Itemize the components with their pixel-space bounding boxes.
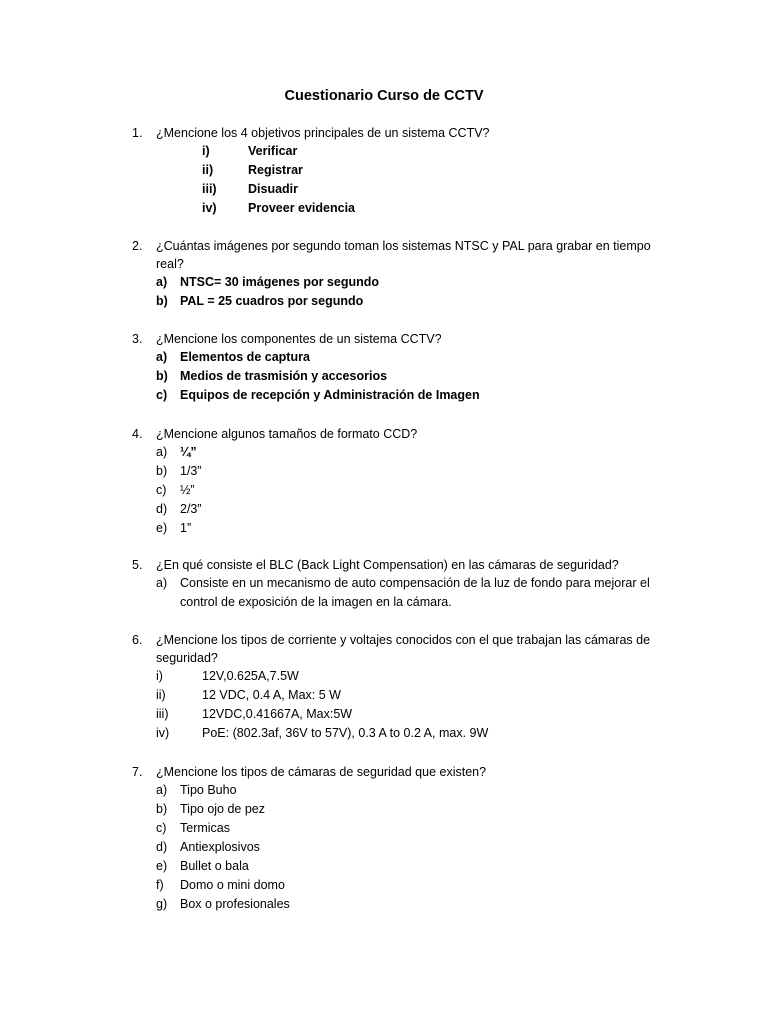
answer-marker: b): [156, 369, 168, 383]
answer-marker: g): [156, 897, 168, 911]
answer-marker: b): [156, 802, 168, 816]
answer-marker: i): [202, 144, 210, 158]
answer-item: [132, 500, 662, 519]
answer-text: 12 VDC, 0.4 A, Max: 5 W: [202, 688, 341, 702]
answer-marker: c): [156, 483, 167, 497]
question-5: [132, 556, 662, 612]
answer-item: [132, 367, 662, 386]
answer-text: Antiexplosivos: [180, 840, 260, 854]
question-text: ¿En qué consiste el BLC (Back Light Compensation) en las cámaras de seguridad?: [156, 558, 619, 572]
answer-text: 2/3”: [180, 502, 202, 516]
answer-item: [132, 686, 662, 705]
question-text: ¿Mencione algunos tamaños de formato CCD?: [156, 427, 418, 441]
answer-item: [132, 667, 662, 686]
answer-item: [132, 857, 662, 876]
answer-item: [132, 348, 662, 367]
question-text: ¿Cuántas imágenes por segundo toman los sistemas NTSC y PAL para grabar en tiempo real?: [156, 239, 651, 271]
answer-marker: ii): [156, 688, 166, 702]
answer-item: [132, 838, 662, 857]
answer-marker: ii): [202, 163, 214, 177]
answer-marker: d): [156, 840, 168, 854]
answer-marker: d): [156, 502, 168, 516]
answer-item: [132, 819, 662, 838]
answer-item: [132, 292, 662, 311]
answer-marker: iv): [202, 201, 217, 215]
answer-marker: e): [156, 521, 168, 535]
answer-text: Domo o mini domo: [180, 878, 285, 892]
answer-text: Registrar: [248, 163, 303, 177]
answer-text: 1”: [180, 521, 192, 535]
answer-text: 1/3”: [180, 464, 202, 478]
answer-item: [132, 481, 662, 500]
answer-marker: i): [156, 669, 163, 683]
answer-marker: c): [156, 388, 168, 402]
answer-text: Tipo Buho: [180, 783, 237, 797]
answer-marker: iv): [156, 726, 170, 740]
answer-text: ½”: [180, 483, 195, 497]
answer-item: [132, 180, 662, 199]
answer-marker: a): [156, 576, 168, 590]
answer-item: [132, 724, 662, 743]
answer-item: [132, 443, 662, 462]
question-3: [132, 330, 662, 405]
question-7: [132, 763, 662, 914]
answer-item: [132, 876, 662, 895]
answer-text: PoE: (802.3af, 36V to 57V), 0.3 A to 0.2 A, max. 9W: [202, 726, 489, 740]
answer-text: Termicas: [180, 821, 231, 835]
answer-text: Proveer evidencia: [248, 201, 356, 215]
answer-marker: b): [156, 464, 168, 478]
question-6: [132, 631, 662, 743]
answer-marker: f): [156, 878, 164, 892]
document-title: Cuestionario Curso de CCTV: [284, 88, 484, 104]
answer-text: 12V,0.625A,7.5W: [202, 669, 299, 683]
answer-item: [132, 705, 662, 724]
answer-text: Elementos de captura: [180, 350, 310, 364]
answer-marker: a): [156, 350, 168, 364]
answer-text: NTSC= 30 imágenes por segundo: [180, 275, 380, 289]
question-number: 2.: [132, 239, 143, 253]
answer-text: PAL = 25 cuadros por segundo: [180, 294, 364, 308]
question-text: ¿Mencione los 4 objetivos principales de un sistema CCTV?: [156, 126, 490, 140]
answer-item: [132, 895, 662, 914]
answer-item: [132, 462, 662, 481]
question-1: [132, 124, 662, 218]
answer-marker: b): [156, 294, 168, 308]
answer-text: Tipo ojo de pez: [180, 802, 266, 816]
answer-item: [132, 161, 662, 180]
answer-item: [132, 142, 662, 161]
answer-text: Equipos de recepción y Administración de Imagen: [180, 388, 480, 402]
answer-marker: e): [156, 859, 168, 873]
answer-item: [132, 781, 662, 800]
question-number: 7.: [132, 765, 143, 779]
answer-marker: a): [156, 783, 168, 797]
question-text: ¿Mencione los componentes de un sistema CCTV?: [156, 332, 442, 346]
answer-text: Medios de trasmisión y accesorios: [180, 369, 388, 383]
question-number: 5.: [132, 558, 143, 572]
answer-marker: a): [156, 445, 168, 459]
answer-text: Bullet o bala: [180, 859, 249, 873]
question-text: ¿Mencione los tipos de cámaras de seguridad que existen?: [156, 765, 487, 779]
answer-text: ¼”: [180, 445, 197, 459]
answer-item: [132, 519, 662, 538]
answer-text: 12VDC,0.41667A, Max:5W: [202, 707, 353, 721]
question-number: 3.: [132, 332, 143, 346]
answer-marker: a): [156, 275, 168, 289]
answer-text: Verificar: [248, 144, 298, 158]
answer-marker: c): [156, 821, 167, 835]
question-number: 6.: [132, 633, 143, 647]
answer-item: [132, 273, 662, 292]
question-4: [132, 425, 662, 538]
question-text: ¿Mencione los tipos de corriente y voltajes conocidos con el que trabajan las cámaras de seguridad?: [156, 633, 651, 665]
answer-text: Consiste en un mecanismo de auto compensación de la luz de fondo para mejorar el control de exposición de la imagen en la cámara.: [180, 576, 650, 609]
answer-item: [132, 800, 662, 819]
question-number: 1.: [132, 126, 143, 140]
answer-text: Box o profesionales: [180, 897, 290, 911]
answer-item: [132, 199, 662, 218]
answer-item: [132, 574, 662, 612]
answer-text: Disuadir: [248, 182, 299, 196]
question-number: 4.: [132, 427, 143, 441]
answer-item: [132, 386, 662, 405]
answer-marker: iii): [156, 707, 169, 721]
question-2: [132, 237, 662, 311]
answer-marker: iii): [202, 182, 217, 196]
